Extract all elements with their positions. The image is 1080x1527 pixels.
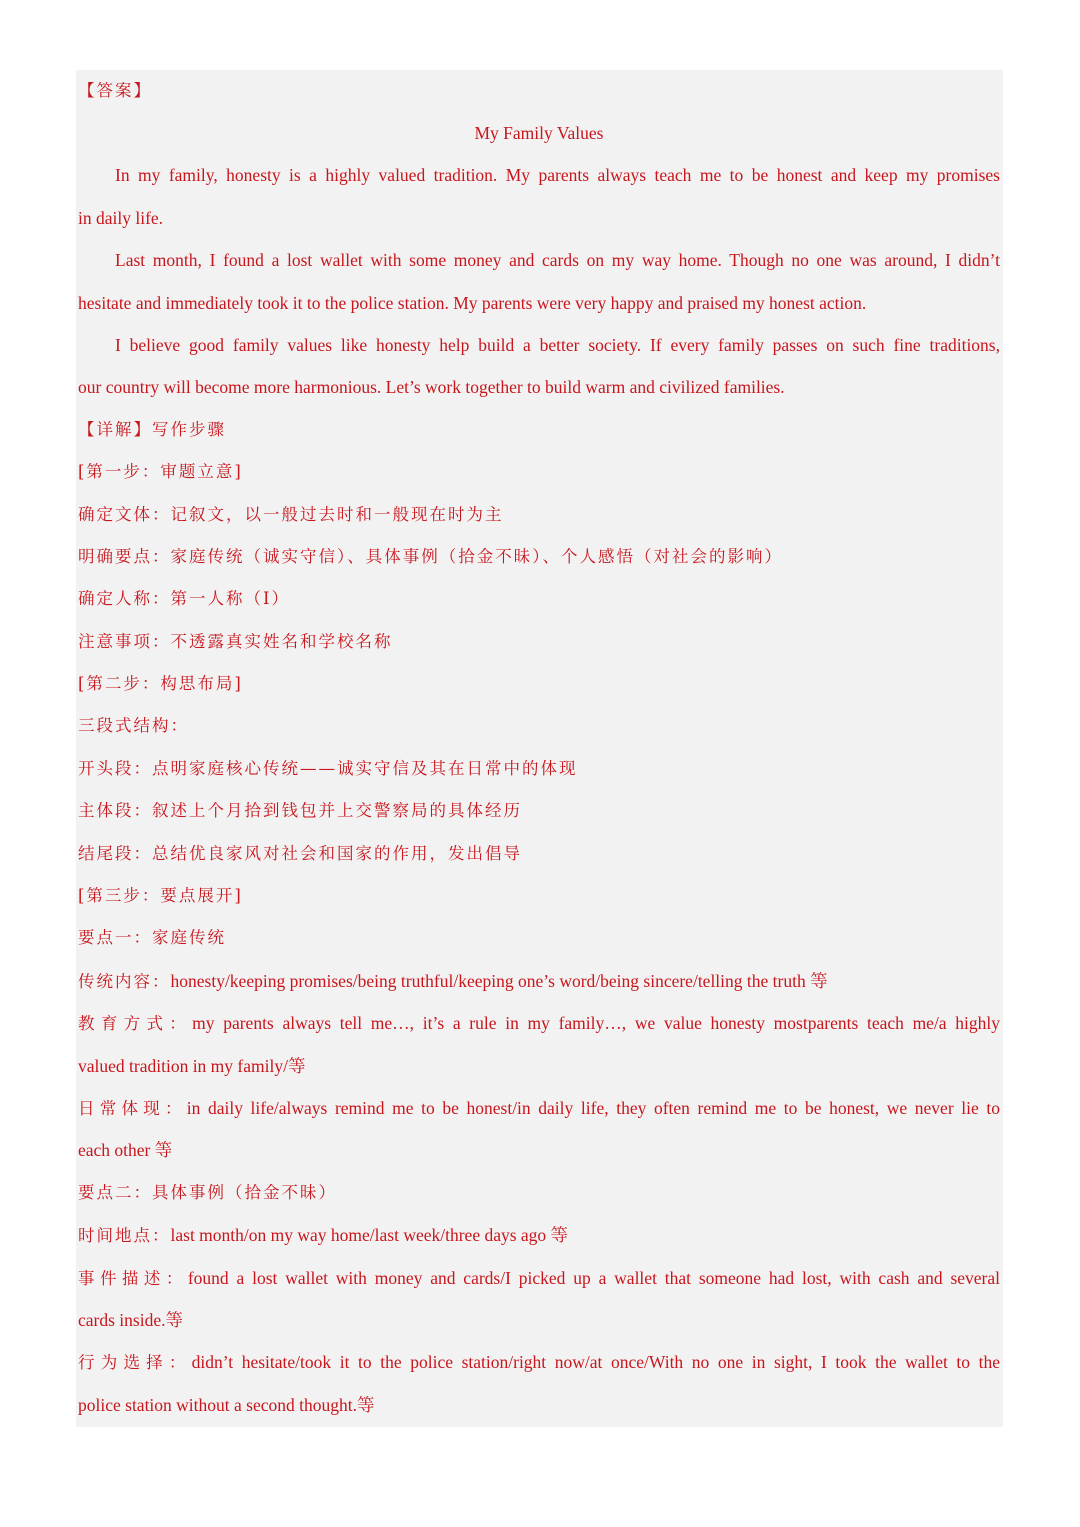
step3-edu-line-2: valued tradition in my family/等 [78, 1055, 306, 1076]
step3-daily-line-2: each other 等 [78, 1140, 173, 1161]
step3-point2: 要点二：具体事例（拾金不昧） [78, 1182, 337, 1202]
step3-time-line [78, 1214, 1000, 1256]
step2-body: 主体段：叙述上个月拾到钱包并上交警察局的具体经历 [78, 801, 522, 821]
step2-opening: 开头段：点明家庭核心传统——诚实守信及其在日常中的体现 [78, 758, 578, 778]
edu-label: 教育方式： [78, 1014, 193, 1034]
step3-heading: [第三步：要点展开] [78, 886, 243, 906]
step3-event-line-1 [78, 1257, 1000, 1299]
essay-title: My Family Values [474, 123, 604, 143]
edu-text-1: my parents always tell me…, it’s a rule in my family…, we value honesty mostparents teach me/a highly [192, 1013, 1000, 1034]
event-label: 事件描述： [78, 1268, 188, 1288]
time-label: 时间地点： [78, 1226, 171, 1246]
step1-style: 确定文体：记叙文，以一般过去时和一般现在时为主 [78, 504, 504, 524]
step3-content-line [78, 960, 1000, 1002]
content-label: 传统内容： [78, 971, 171, 991]
step1-person: 确定人称：第一人称（I） [78, 589, 291, 609]
step1-notes: 注意事项：不透露真实姓名和学校名称 [78, 631, 393, 651]
step3-daily-line-1 [78, 1087, 1000, 1129]
essay-paragraph-2-line-2: hesitate and immediately took it to the police station. My parents were very happy and praised my honest action. [78, 292, 867, 313]
step2-structure: 三段式结构： [78, 716, 189, 736]
answer-heading: 【答案】 [78, 81, 152, 100]
step3-action-line-2: police station without a second thought.等 [78, 1394, 375, 1415]
details-heading: 【详解】写作步骤 [78, 419, 226, 439]
step3-event-line-2: cards inside.等 [78, 1309, 183, 1330]
step3-action-line-1 [78, 1341, 1000, 1383]
content-text: honesty/keeping promises/being truthful/keeping one’s word/being sincere/telling the truth 等 [170, 970, 828, 991]
step2-heading: [第二步：构思布局] [78, 674, 243, 694]
essay-paragraph-2-line-1: Last month, I found a lost wallet with some money and cards on my way home. Though no one was around, I didn’t [115, 250, 1000, 271]
essay-paragraph-3-line-1: I believe good family values like honesty help build a better society. If every family passes on such fine traditions, [115, 334, 1000, 355]
action-label: 行为选择： [78, 1353, 192, 1373]
time-text: last month/on my way home/last week/three days ago 等 [170, 1225, 569, 1246]
essay-paragraph-1-line-2: in daily life. [78, 207, 164, 228]
step3-edu-line-1 [78, 1002, 1000, 1044]
essay-paragraph-3-line-2: our country will become more harmonious. Let’s work together to build warm and civilized families. [78, 377, 785, 398]
action-text-1: didn’t hesitate/took it to the police station/right now/at once/With no one in sight, I took the wallet to the [191, 1352, 1000, 1373]
event-text-1: found a lost wallet with money and cards/I picked up a wallet that someone had lost, with cash and several [187, 1267, 1000, 1288]
step1-heading: [第一步：审题立意] [78, 462, 243, 482]
daily-text-1: in daily life/always remind me to be honest/in daily life, they often remind me to be honest, we never lie to [186, 1097, 1000, 1118]
document-body [78, 70, 1000, 1426]
step2-closing: 结尾段：总结优良家风对社会和国家的作用，发出倡导 [78, 843, 522, 863]
daily-label: 日常体现： [78, 1098, 187, 1118]
step1-points: 明确要点：家庭传统（诚实守信）、具体事例（拾金不昧）、个人感悟（对社会的影响） [78, 546, 783, 566]
step3-point1: 要点一：家庭传统 [78, 928, 226, 948]
essay-paragraph-1-line-1: In my family, honesty is a highly valued tradition. My parents always teach me to be honest and keep my promises [115, 165, 1000, 186]
